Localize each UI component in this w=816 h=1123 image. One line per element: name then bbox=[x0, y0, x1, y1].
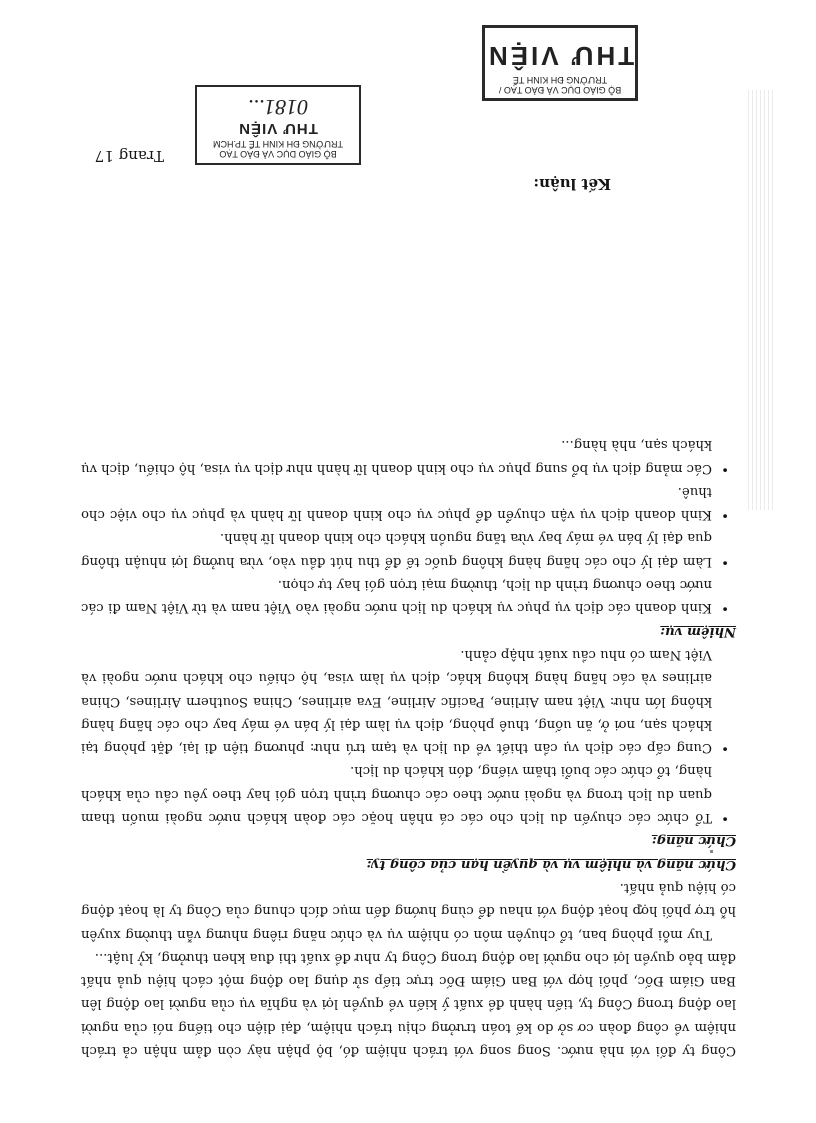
library-stamp-2 bbox=[482, 25, 638, 101]
paragraph-1: Công ty đối với nhà nước. Song song với trách nhiệm đó, bộ phận này còn đảm nhận cả trách nhiệm về công đoàn cơ sở do kế toán trưởng chịu trách nhiệm, đại diện cho tiếng nói của người lao động trong Công ty, tiến hành đề xuất ý kiến về quyền lợi và nghĩa vụ của người lao động lên Ban Giám Đốc, phối hợp với Ban Giám Đốc trực tiếp sử dụng lao động một cách hiệu quả nhất đảm bảo quyền lợi cho người lao động trong Công ty như đề xuất thi đua khen thưởng, kỷ luật... bbox=[81, 949, 736, 1058]
bullet-icon: • bbox=[721, 810, 729, 826]
document-body bbox=[81, 433, 736, 1062]
heading-functions: Chức năng: bbox=[651, 833, 736, 849]
function-item: • Cung cấp các dịch vụ cần thiết về du lịch và tạm trú như: phương tiện đi lại, đặt phòng tại khách sạn, nơi ở, ăn uống, thuê phòng, dịch vụ làm đại lý bán vé máy bay cho các hãng hàng không lớn như: Việt nam Airline, Pacific Airline, Eva airlines, China Southern Airlines, China airlines và các hãng hàng không khác, dịch vụ làm visa, hộ chiếu cho khách nước ngoài và Việt Nam có nhu cầu xuất nhập cảnh. bbox=[81, 643, 736, 759]
duty-item: • Kinh doanh các dịch vụ phục vụ khách du lịch nước ngoài vào Việt nam và từ Việt Nam đi các nước theo chương trình du lịch, thường mại trọn gói hay tự chọn. bbox=[81, 573, 736, 620]
heading-duties: Nhiệm vụ: bbox=[660, 623, 736, 639]
stamp-title: THƯ VIỆN bbox=[238, 120, 318, 137]
bullet-icon: • bbox=[721, 460, 729, 476]
duty-item: • Làm đại lý cho các hãng hàng không quốc tế để thu hút đầu vào, vừa hưởng lợi nhuận thông qua đại lý bán vé máy bay vừa tăng nguồn khách cho kinh doanh lữ hành. bbox=[81, 526, 736, 573]
library-stamp bbox=[195, 85, 361, 165]
bullet-icon: • bbox=[721, 740, 729, 756]
stamp-line-1: BỘ GIÁO DỤC VÀ ĐÀO TẠO bbox=[219, 149, 337, 159]
duty-item: • Các mảng dịch vụ bổ sung phục vụ cho kinh doanh lữ hành như dịch vụ visa, hộ chiếu, dịch vụ khách sạn, nhà hàng... bbox=[81, 433, 736, 480]
stamp-line-2: TRƯỜNG ĐH KINH TẾ TP.HCM bbox=[213, 139, 343, 149]
stamp-number: 0181... bbox=[247, 95, 309, 120]
bullet-icon: • bbox=[721, 507, 729, 523]
bullet-icon: • bbox=[721, 600, 729, 616]
stamp-2-line-1: BỘ GIÁO DỤC VÀ ĐÀO TẠO / TRƯỜNG ĐH KINH TẾ bbox=[498, 75, 622, 95]
stamp-2-title: THƯ VIỆN bbox=[485, 41, 635, 71]
bullet-icon: • bbox=[721, 553, 729, 569]
heading-functions-duties: Chức năng và nhiệm vụ và quyền hạn của công ty: bbox=[366, 856, 736, 872]
page-number: Trang 17 bbox=[94, 147, 164, 165]
paragraph-2: Tuy mỗi phòng ban, tổ chuyên môn có nhiệm vụ và chức năng riêng nhưng vẫn thường xuyên hỗ trợ phối hợp hoạt động với nhau để cùng hướng đến mục đích chung của Công ty là hoạt động có hiệu quả nhất. bbox=[81, 879, 736, 942]
function-item: • Tổ chức các chuyến du lịch cho các cá nhân hoặc các đoàn khách nước ngoài muốn tham quan du lịch trong và ngoài nước theo các chương trình trọn gói hay theo yêu cầu của khách hàng, tổ chức các buổi thăm viếng, đón khách du lịch. bbox=[81, 759, 736, 829]
conclusion-heading: Kết luận: bbox=[533, 175, 611, 193]
duty-item: • Kinh doanh dịch vụ vận chuyển để phục vụ cho kinh doanh lữ hành và phục vụ cho việc cho thuê. bbox=[81, 480, 736, 527]
